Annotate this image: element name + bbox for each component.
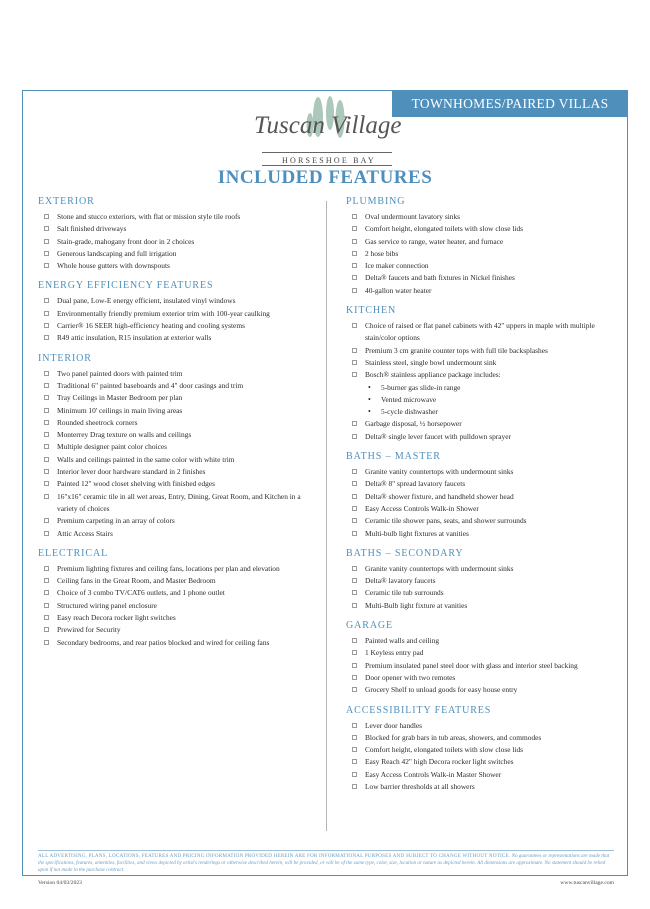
page-title: INCLUDED FEATURES <box>217 167 433 188</box>
feature-item <box>346 345 614 357</box>
version-label: Version 04/03/2023 <box>38 880 82 886</box>
feature-item <box>38 405 306 417</box>
feature-item <box>38 368 306 380</box>
checkbox-square-icon <box>352 675 357 680</box>
feature-item <box>38 332 306 344</box>
feature-item <box>38 575 306 587</box>
checkbox-square-icon <box>352 747 357 752</box>
feature-text: 1 Keyless entry pad <box>365 648 424 658</box>
feature-text: Multi-Bulb light fixture at vanities <box>365 600 468 610</box>
checkbox-square-icon <box>44 298 49 303</box>
feature-text: Choice of raised or flat panel cabinets with 42" uppers in maple with multiple stain/color options <box>365 321 595 343</box>
feature-text: Tray Ceilings in Master Bedroom per plan <box>57 393 183 403</box>
feature-item <box>346 647 614 659</box>
feature-item <box>346 756 614 768</box>
checkbox-square-icon <box>44 432 49 437</box>
feature-item <box>38 515 306 527</box>
feature-text: Choice of 3 combo TV/CAT6 outlets, and 1 phone outlet <box>57 588 225 598</box>
feature-text: Grocery Shelf to unload goods for easy house entry <box>365 685 518 695</box>
checkbox-square-icon <box>44 335 49 340</box>
feature-item <box>346 320 614 345</box>
feature-item <box>38 491 306 516</box>
legal-disclaimer <box>38 853 614 874</box>
feature-item <box>346 503 614 515</box>
disclaimer-caps: ALL ADVERTISING, PLANS, LOCATIONS, FEATURES AND PRICING INFORMATION PROVIDED HEREIN ARE FOR INFORMATIONAL PURPOSES AND SUBJECT TO CHANGE WITHOUT NOTICE. <box>38 853 511 859</box>
section-garage <box>346 620 614 696</box>
feature-text: Minimum 10' ceilings in main living areas <box>57 405 183 415</box>
feature-item <box>346 672 614 684</box>
feature-text: Monterrey Drag texture on walls and ceilings <box>57 430 192 440</box>
feature-item <box>38 260 306 272</box>
section-baths-master <box>346 451 614 540</box>
checkbox-square-icon <box>44 251 49 256</box>
feature-item <box>346 211 614 223</box>
checkbox-square-icon <box>44 323 49 328</box>
feature-text: Traditional 6" painted baseboards and 4" door casings and trim <box>57 380 244 390</box>
feature-item <box>38 223 306 235</box>
section-title: INTERIOR <box>38 352 92 364</box>
feature-item <box>346 660 614 672</box>
feature-item <box>38 637 306 649</box>
feature-item <box>38 454 306 466</box>
feature-text: Delta® single lever faucet with pulldown sprayer <box>365 431 511 441</box>
section-title: PLUMBING <box>346 196 406 207</box>
feature-item <box>38 478 306 490</box>
checkbox-square-icon <box>44 263 49 268</box>
feature-item <box>346 478 614 490</box>
feature-text: Stain-grade, mahogany front door in 2 choices <box>57 236 195 246</box>
feature-item <box>346 515 614 527</box>
feature-item <box>38 320 306 332</box>
feature-text: Premium lighting fixtures and ceiling fans, locations per plan and elevation <box>57 563 280 573</box>
feature-item <box>346 369 614 381</box>
feature-item <box>346 285 614 297</box>
feature-item <box>346 635 614 647</box>
checkbox-square-icon <box>352 638 357 643</box>
feature-text: Granite vanity countertops with undermount sinks <box>365 467 514 477</box>
feature-subitem <box>346 394 614 406</box>
section-title: KITCHEN <box>346 305 397 317</box>
feature-text: Painted walls and ceiling <box>365 636 440 646</box>
checkbox-square-icon <box>352 506 357 511</box>
feature-list <box>38 563 306 649</box>
right-column <box>346 196 614 801</box>
section-plumbing <box>346 196 614 297</box>
section-energy-efficiency-features <box>38 280 306 344</box>
checkbox-square-icon <box>352 288 357 293</box>
feature-text: Easy Access Controls Walk-in Master Shower <box>365 769 502 779</box>
feature-item <box>346 732 614 744</box>
feature-text: Generous landscaping and full irrigation <box>57 248 177 258</box>
checkbox-square-icon <box>44 395 49 400</box>
feature-text: Dual pane, Low-E energy efficient, insulated vinyl windows <box>57 296 236 306</box>
feature-item <box>38 417 306 429</box>
feature-item <box>346 600 614 612</box>
checkbox-square-icon <box>44 214 49 219</box>
feature-text: Delta® lavatory faucets <box>365 576 436 586</box>
feature-text: Premium carpeting in an array of colors <box>57 516 175 526</box>
footer-rule <box>38 850 614 851</box>
feature-text: Premium insulated panel steel door with glass and interior steel backing <box>365 660 578 670</box>
bullet-icon: • <box>368 407 371 417</box>
feature-text: Lever door handles <box>365 720 423 730</box>
feature-text: 2 hose bibs <box>365 248 399 258</box>
feature-item <box>346 248 614 260</box>
checkbox-square-icon <box>44 566 49 571</box>
feature-text: Multi-bulb light fixtures at vanities <box>365 528 469 538</box>
feature-item <box>38 624 306 636</box>
section-title: EXTERIOR <box>38 196 95 207</box>
column-divider <box>326 201 327 831</box>
feature-item <box>38 236 306 248</box>
feature-item <box>346 491 614 503</box>
feature-item <box>38 441 306 453</box>
feature-text: Granite vanity countertops with undermount sinks <box>365 563 514 573</box>
section-exterior <box>38 196 306 272</box>
section-accessibility-features <box>346 705 614 794</box>
feature-text: Stone and stucco exteriors, with flat or mission style tile roofs <box>57 212 241 221</box>
feature-text: Interior lever door hardware standard in 2 finishes <box>57 467 206 477</box>
feature-text: Attic Access Stairs <box>57 528 113 538</box>
feature-item <box>346 223 614 235</box>
feature-text: Ice maker connection <box>365 261 429 271</box>
feature-item <box>38 248 306 260</box>
section-kitchen <box>346 305 614 443</box>
checkbox-square-icon <box>44 383 49 388</box>
checkbox-square-icon <box>44 457 49 462</box>
checkbox-square-icon <box>352 360 357 365</box>
checkbox-square-icon <box>352 214 357 219</box>
feature-item <box>38 380 306 392</box>
checkbox-square-icon <box>44 371 49 376</box>
feature-text: Easy reach Decora rocker light switches <box>57 613 176 623</box>
feature-text: Oval undermount lavatory sinks <box>365 212 461 221</box>
checkbox-square-icon <box>352 650 357 655</box>
checkbox-square-icon <box>44 590 49 595</box>
checkbox-square-icon <box>44 518 49 523</box>
feature-text: Delta® shower fixture, and handheld shower head <box>365 491 514 501</box>
checkbox-square-icon <box>44 578 49 583</box>
feature-item <box>38 308 306 320</box>
checkbox-square-icon <box>352 518 357 523</box>
checkbox-square-icon <box>44 444 49 449</box>
website-link[interactable]: www.tuscanvillage.com <box>560 880 614 886</box>
feature-list <box>346 635 614 696</box>
section-title: BATHS – MASTER <box>346 451 441 463</box>
feature-text: Painted 12" wood closet shelving with finished edges <box>57 479 215 489</box>
feature-text: Secondary bedrooms, and rear patios blocked and wired for ceiling fans <box>57 637 270 647</box>
feature-item <box>38 295 306 307</box>
bullet-icon: • <box>368 382 371 392</box>
feature-item <box>346 587 614 599</box>
checkbox-square-icon <box>352 469 357 474</box>
feature-item <box>38 211 306 223</box>
feature-text: 40-gallon water heater <box>365 285 432 295</box>
feature-text: Prewired for Security <box>57 625 121 635</box>
checkbox-square-icon <box>352 226 357 231</box>
checkbox-square-icon <box>352 348 357 353</box>
feature-text: Comfort height, elongated toilets with slow close lids <box>365 224 524 234</box>
feature-text: Door opener with two remotes <box>365 672 456 682</box>
feature-item <box>38 392 306 404</box>
feature-item <box>38 563 306 575</box>
feature-text: Two panel painted doors with painted trim <box>57 368 183 378</box>
checkbox-square-icon <box>352 590 357 595</box>
feature-text: Rounded sheetrock corners <box>57 417 138 427</box>
feature-list <box>346 563 614 612</box>
feature-text: Easy Reach 42" high Decora rocker light switches <box>365 757 514 767</box>
left-column <box>38 196 306 657</box>
checkbox-square-icon <box>44 531 49 536</box>
checkbox-square-icon <box>44 226 49 231</box>
disclaimer-text: No guarantees or representations are made that the specifications, features, amenities, facilities, and views depicted by artist's renderings or otherwise described herein, will be provided, or will be of the same type, color, size, location or nature as depicted herein. All dimensions are approximate. No statement should be relied upon if not made in the purchase contract. <box>38 853 610 873</box>
checkbox-square-icon <box>352 239 357 244</box>
checkbox-square-icon <box>44 627 49 632</box>
feature-text: Delta® 8" spread lavatory faucets <box>365 479 466 489</box>
checkbox-square-icon <box>44 408 49 413</box>
logo-rule-bottom <box>262 165 392 166</box>
feature-text: Whole house gutters with downspouts <box>57 261 170 271</box>
checkbox-square-icon <box>352 434 357 439</box>
feature-text: Easy Access Controls Walk-in Shower <box>365 503 479 513</box>
feature-item <box>346 466 614 478</box>
checkbox-square-icon <box>352 723 357 728</box>
feature-text: Low barrier thresholds at all showers <box>365 781 475 791</box>
feature-list <box>346 720 614 794</box>
feature-item <box>346 528 614 540</box>
feature-subitem <box>346 406 614 418</box>
feature-text: Premium 3 cm granite counter tops with full tile backsplashes <box>365 345 548 355</box>
checkbox-square-icon <box>44 420 49 425</box>
section-title: ENERGY EFFICIENCY FEATURES <box>38 280 214 292</box>
feature-item <box>346 744 614 756</box>
checkbox-square-icon <box>44 640 49 645</box>
section-electrical <box>38 548 306 649</box>
feature-text: Gas service to range, water heater, and furnace <box>365 236 504 246</box>
checkbox-square-icon <box>352 494 357 499</box>
feature-list <box>38 295 306 344</box>
checkbox-square-icon <box>44 615 49 620</box>
feature-item <box>38 587 306 599</box>
feature-text: 16"x16" ceramic tile in all wet areas, Entry, Dining, Great Room, and Kitchen in a variety of choices <box>57 491 301 513</box>
feature-text: Ceramic tile tub surrounds <box>365 588 444 598</box>
checkbox-square-icon <box>352 784 357 789</box>
feature-text: Bosch® stainless appliance package includes: <box>365 370 501 380</box>
checkbox-square-icon <box>44 494 49 499</box>
feature-item <box>346 769 614 781</box>
feature-item <box>346 260 614 272</box>
feature-text: Comfort height, elongated toilets with slow close lids <box>365 745 524 755</box>
logo-script-text: Tuscan Village <box>254 112 402 139</box>
feature-item <box>346 236 614 248</box>
feature-text: Blocked for grab bars in tub areas, showers, and commodes <box>365 732 542 742</box>
feature-list <box>346 466 614 540</box>
checkbox-square-icon <box>352 421 357 426</box>
feature-item <box>38 429 306 441</box>
feature-item <box>346 684 614 696</box>
checkbox-square-icon <box>352 735 357 740</box>
checkbox-square-icon <box>352 275 357 280</box>
feature-list <box>38 368 306 540</box>
feature-text: Salt finished driveways <box>57 224 127 234</box>
section-interior <box>38 353 306 540</box>
feature-item <box>346 431 614 443</box>
feature-item <box>346 575 614 587</box>
feature-list <box>346 211 614 297</box>
feature-text: Stainless steel, single bowl undermount sink <box>365 357 497 367</box>
feature-text: Walls and ceilings painted in the same color with white trim <box>57 454 235 464</box>
checkbox-square-icon <box>352 372 357 377</box>
feature-text: Multiple designer paint color choices <box>57 442 168 452</box>
checkbox-square-icon <box>352 323 357 328</box>
checkbox-square-icon <box>352 603 357 608</box>
checkbox-square-icon <box>352 772 357 777</box>
checkbox-square-icon <box>352 687 357 692</box>
section-baths-secondary <box>346 548 614 612</box>
feature-item <box>346 418 614 430</box>
feature-item <box>38 466 306 478</box>
checkbox-square-icon <box>352 531 357 536</box>
checkbox-square-icon <box>352 251 357 256</box>
feature-text: Vented microwave <box>381 394 437 404</box>
section-title: GARAGE <box>346 620 394 632</box>
feature-item <box>38 612 306 624</box>
feature-item <box>346 272 614 284</box>
feature-text: Garbage disposal, ½ horsepower <box>365 419 462 429</box>
feature-item <box>38 600 306 612</box>
feature-text: Ceramic tile shower pans, seats, and shower surrounds <box>365 516 527 526</box>
feature-item <box>346 720 614 732</box>
feature-text: 5-burner gas slide-in range <box>381 382 461 392</box>
feature-text: 5-cycle dishwasher <box>381 407 438 417</box>
feature-text: R49 attic insulation, R15 insulation at exterior walls <box>57 333 212 343</box>
feature-subitem <box>346 382 614 394</box>
section-title: BATHS – SECONDARY <box>346 547 464 559</box>
checkbox-square-icon <box>352 566 357 571</box>
checkbox-square-icon <box>44 603 49 608</box>
feature-item <box>346 781 614 793</box>
product-type-banner: TOWNHOMES/PAIRED VILLAS <box>392 90 628 117</box>
feature-text: Delta® faucets and bath fixtures in Nickel finishes <box>365 273 515 283</box>
feature-item <box>38 528 306 540</box>
logo-rule-top <box>262 152 392 153</box>
checkbox-square-icon <box>44 239 49 244</box>
bullet-icon: • <box>368 394 371 404</box>
checkbox-square-icon <box>44 469 49 474</box>
checkbox-square-icon <box>352 759 357 764</box>
feature-text: Environmentally friendly premium exterior trim with 100-year caulking <box>57 308 270 318</box>
checkbox-square-icon <box>352 263 357 268</box>
checkbox-square-icon <box>44 481 49 486</box>
feature-text: Structured wiring panel enclosure <box>57 600 157 610</box>
checkbox-square-icon <box>352 663 357 668</box>
feature-text: Carrier® 16 SEER high-efficiency heating and cooling systems <box>57 321 245 331</box>
section-title: ACCESSIBILITY FEATURES <box>346 704 492 716</box>
feature-text: Ceiling fans in the Great Room, and Master Bedroom <box>57 576 216 586</box>
checkbox-square-icon <box>352 481 357 486</box>
checkbox-square-icon <box>44 311 49 316</box>
feature-list <box>38 211 306 272</box>
feature-item <box>346 357 614 369</box>
feature-item <box>346 563 614 575</box>
section-title: ELECTRICAL <box>38 547 109 559</box>
logo-subtitle: HORSESHOE BAY <box>282 156 376 165</box>
checkbox-square-icon <box>352 578 357 583</box>
feature-list <box>346 320 614 443</box>
